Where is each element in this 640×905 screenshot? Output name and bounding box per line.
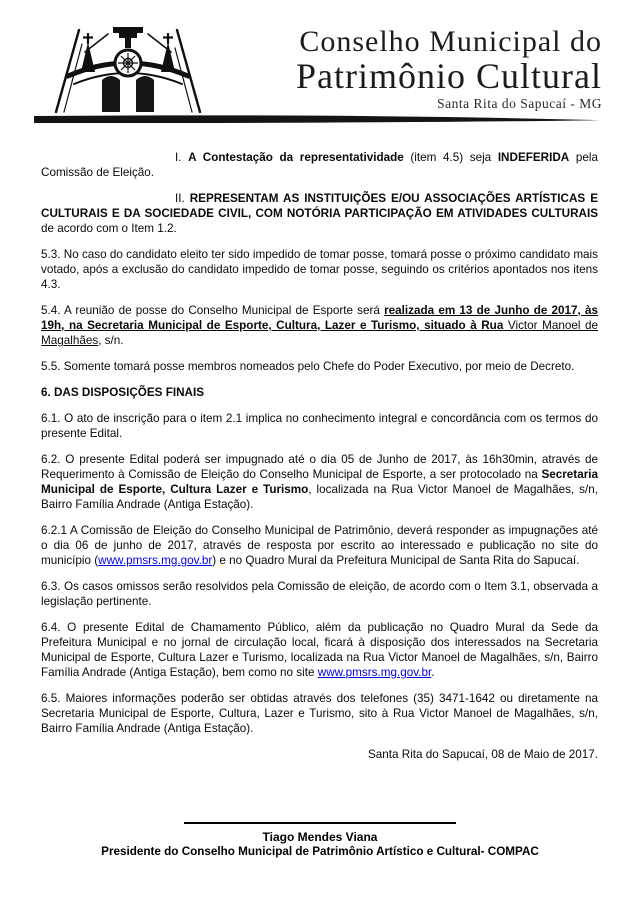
text-run: (item 4.5) seja: [403, 151, 498, 164]
text-run: de acordo com o Item 1.2.: [41, 222, 177, 235]
text-run: ) e no Quadro Mural da Prefeitura Municipal de Santa Rita do Sapucaí.: [212, 554, 580, 567]
paragraph-6-4: [41, 620, 598, 680]
clause-1-item: [41, 150, 598, 180]
text-run: Secretaria Municipal de Esporte, Cultura Lazer e Turismo: [41, 468, 598, 496]
signatory-role: Presidente do Conselho Municipal de Patrimônio Artístico e Cultural- COMPAC: [101, 845, 539, 858]
text-run: 6.2. O presente Edital poderá ser impugnado até o dia 05 de Junho de 2017, às 16h30min, através de Requerimento à Comissão de Eleição do Conselho Municipal de Esporte, a ser protocolado na: [41, 453, 598, 481]
text-run: INDEFERIDA: [497, 151, 570, 164]
paragraph-6-5: 6.5. Maiores informações poderão ser obtidas através dos telefones (35) 3471-1642 ou diretamente na Secretaria Municipal de Esporte, Cultura, Lazer e Turismo, sito à Rua Victor Manoel de Magalhães, s/n, Bairro Família Andrade (Antiga Estação).: [41, 692, 598, 735]
paragraph-5-5: 5.5. Somente tomará posse membros nomeados pelo Chefe do Poder Executivo, por meio de Decreto.: [41, 360, 575, 373]
paragraph-6-3: 6.3. Os casos omissos serão resolvidos pela Comissão de eleição, de acordo com o Item 3.1, observada a legislação pertinente.: [41, 580, 598, 608]
text-run: , s/n.: [98, 334, 124, 347]
text-run: , localizada na Rua Victor Manoel de Magalhães, s/n, Bairro Família Andrade (Antiga Estação).: [41, 483, 599, 511]
org-city: Santa Rita do Sapucaí - MG: [437, 96, 602, 111]
text-run: I.: [175, 151, 189, 164]
text-run: pela Comissão de Eleição.: [41, 151, 598, 179]
document-header: [0, 0, 640, 132]
org-name-line2: Patrimônio Cultural: [296, 56, 602, 96]
org-name-line1: Conselho Municipal do: [299, 25, 602, 58]
website-link[interactable]: www.pmsrs.mg.gov.br: [98, 554, 213, 567]
paragraph-6-2: [41, 452, 598, 512]
text-run: II.: [175, 192, 190, 205]
text-run: .: [431, 666, 435, 679]
signatory-name: Tiago Mendes Viana: [262, 830, 378, 844]
text-run: Victor Manoel de Magalhães: [41, 319, 598, 347]
text-run: REPRESENTAM AS INSTITUIÇÕES E/OU ASSOCIAÇÕES ARTÍSTICAS E CULTURAIS E DA SOCIEDADE CIVIL, COM NOTÓRIA PARTICIPAÇÃO EM ATIVIDADES CULTURAIS: [41, 192, 598, 220]
text-run: A Contestação da representatividade: [188, 151, 404, 164]
website-link[interactable]: www.pmsrs.mg.gov.br: [317, 666, 432, 679]
church-logo-icon: [52, 22, 204, 114]
paragraph-6-2-1: [41, 523, 598, 568]
clause-2-item: [41, 191, 598, 236]
text-run: 5.4. A reunião de posse do Conselho Municipal de Esporte será: [41, 304, 385, 317]
paragraph-5-3: 5.3. No caso do candidato eleito ter sido impedido de tomar posse, tomará posse o próximo candidato mais votado, após a exclusão do candidato impedido de tomar posse, seguindo os critérios apontados nos itens 4.3.: [41, 248, 598, 291]
signature-block: [0, 812, 640, 859]
signature-line: [184, 822, 456, 824]
section-6-heading: 6. DAS DISPOSIÇÕES FINAIS: [41, 386, 205, 399]
paragraph-6-1: 6.1. O ato de inscrição para o item 2.1 implica no conhecimento integral e concordância com os termos do presente Edital.: [41, 412, 598, 440]
paragraph-5-4: [41, 303, 598, 348]
header-rule-swoosh: [34, 114, 602, 126]
header-title-block: [190, 26, 602, 112]
date-line: Santa Rita do Sapucaí, 08 de Maio de 2017.: [367, 748, 598, 761]
document-body: [41, 150, 598, 773]
text-run: 6.4. O presente Edital de Chamamento Público, além da publicação no Quadro Mural da Sede da Prefeitura Municipal e no jornal de circulação local, ficará à disposição dos interessados na Secretaria Municipal de Esporte, Cultura Lazer e Turismo, localizada na Rua Victor Manoel de Magalhães, s/n, Bairro Família Andrade (Antiga Estação), bem como no site: [41, 621, 598, 679]
text-run: realizada em 13 de Junho de 2017, às 19h, na Secretaria Municipal de Esporte, Cultura, Lazer e Turismo, situado à Rua: [41, 304, 598, 332]
text-run: 6.2.1 A Comissão de Eleição do Conselho Municipal de Patrimônio, deverá responder as impugnações até o dia 06 de junho de 2017, através de resposta por escrito ao interessado e publicação no site do município (: [41, 524, 598, 567]
